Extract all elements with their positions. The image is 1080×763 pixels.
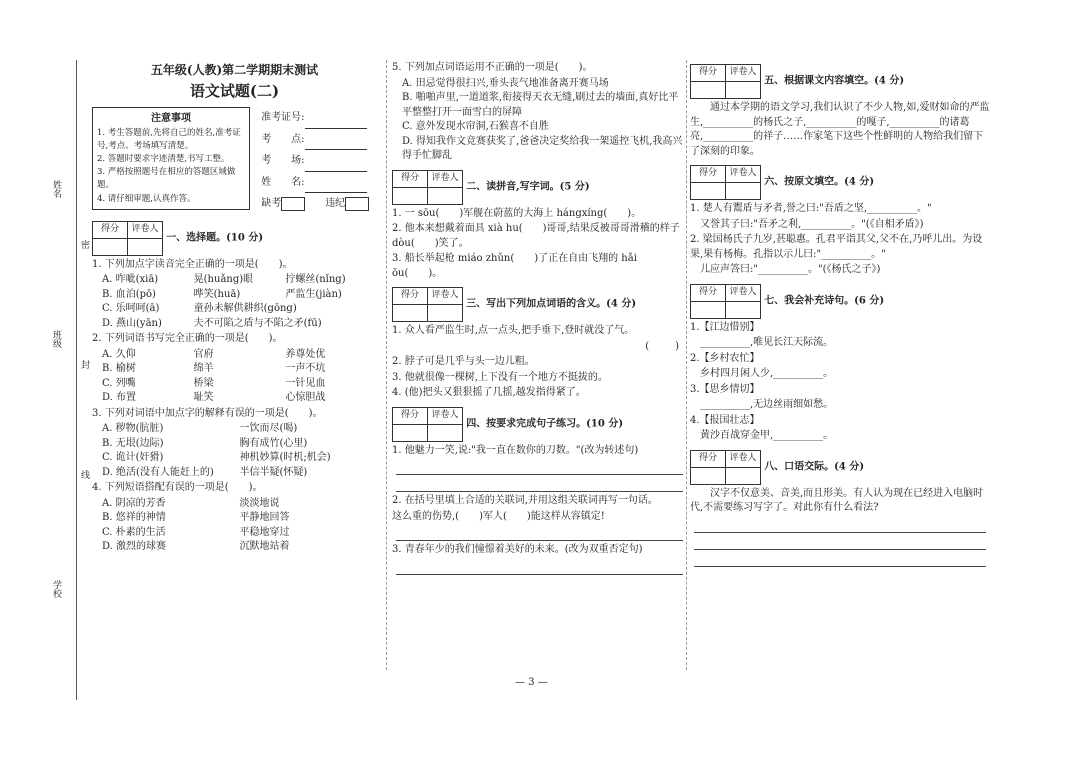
meaning-item: 4. (他)把头又狠狠摇了几摇,越发指得紧了。 [392,387,586,398]
side-name-label: 姓名 [51,180,61,198]
option: 耻笑 [193,392,214,404]
option: 晃(huǎng)眼 [193,274,254,286]
grader-label: 评卷人 [726,450,761,467]
grader-label: 评卷人 [726,284,761,301]
exam-info [261,107,369,215]
poem-line: 乡村四月闲人少,__________。 [700,368,834,379]
name-field[interactable] [305,181,367,193]
section-6-title: 六、按原文填空。(4 分) [764,176,875,188]
grader-label: 评卷人 [726,166,761,183]
section-3-header [392,287,687,322]
column-3 [690,60,990,569]
answer-line[interactable] [694,518,986,533]
option: 严监生(jiàn) [285,288,342,300]
grader-label: 评卷人 [128,221,163,238]
poem-topic: 1.【江边惜别】 [690,321,760,333]
violation-box[interactable] [345,197,369,211]
score-box [690,64,761,99]
notice-item: 4. 请仔细审题,认真作答。 [97,193,196,204]
score-label: 得分 [691,450,726,467]
section-5-header [690,64,990,99]
score-box [392,407,463,442]
question-1: 1. 下列加点字读音完全正确的一项是( )。 [92,258,293,270]
option: C. 诡计(奸猾) [102,452,164,464]
pinyin-item: 2. 他本来想戴着面具 xià hu( )哥哥,结果反被哥哥滑稽的样子 dòu( )笑了。 [392,223,680,249]
question-4: 4. 下列短语搭配有误的一项是( )。 [92,482,263,494]
admission-number-field[interactable] [305,117,367,129]
side-grade-label: 班级 [51,330,61,348]
option: B. 榆树 [102,363,136,375]
option: 心惊胆战 [285,392,326,404]
classic-item: 1. 楚人有鬻盾与矛者,誉之曰:"吾盾之坚,__________。" [690,203,932,214]
grader-cell[interactable] [726,467,761,484]
grader-label: 评卷人 [428,407,463,424]
option: B. 啪啪声里,一道道浆,衔接得天衣无缝,刷过去的墙面,真好比平平整整打开一面雪白的屏障 [402,92,679,118]
option: 平静地回答 [239,512,290,524]
meaning-item: 2. 脖子可是几乎与头一边儿粗。 [392,356,535,367]
option: 官府 [193,348,214,360]
page-number: — 3 — [515,677,548,688]
option: B. 悠祥的神情 [102,512,166,524]
section-5-body: 通过本学期的语文学习,我们认识了不少人物,如,爱财如命的严监生,__________的杨氏之子,__________的嘎子,__________的诸葛亮,__________的祥子……作家笔下这些个性鲜明的人物给我们留下了深刻的印象。 [690,102,990,157]
column-1 [92,60,377,555]
score-box [690,284,761,319]
option: 一针见血 [285,377,326,389]
seal-xian: 线 [79,470,89,479]
section-7-header [690,284,990,319]
exam-subtitle: 语文试题(二) [189,82,280,101]
score-label: 得分 [691,284,726,301]
score-label: 得分 [691,166,726,183]
score-box [690,450,761,485]
classic-item: 儿应声答曰:"__________。"(《杨氏之子》) [700,264,881,275]
option: D. 燕山(yān) [102,317,162,329]
absent-box[interactable] [281,197,305,211]
score-cell[interactable] [393,305,428,322]
grader-cell[interactable] [128,238,163,255]
answer-line[interactable] [694,535,986,550]
option: 淡淡地说 [239,497,280,509]
grader-label: 评卷人 [428,288,463,305]
violation-label: 违纪 [325,198,346,210]
option: 半信半疑(怀疑) [239,466,308,478]
score-box [392,170,463,205]
option: B. 无垠(边际) [102,437,164,449]
score-cell[interactable] [691,301,726,318]
binding-strip [30,60,90,700]
notice-title: 注意事项 [151,113,191,125]
section-7-title: 七、我会补充诗句。(6 分) [764,294,885,306]
question-2-options [92,348,377,406]
question-3-options [92,422,377,480]
grader-cell[interactable] [428,187,463,204]
option: C. 意外发现水帘洞,石猴喜不自胜 [402,121,549,132]
classic-item: 又誉其子曰:"吾矛之利,__________。"(《自相矛盾》) [700,218,924,230]
section-4-title: 四、按要求完成句子练习。(10 分) [466,417,624,429]
poem-line: __________,无边丝雨细如愁。 [700,399,834,410]
absent-label: 缺考 [261,198,282,210]
score-cell[interactable] [691,467,726,484]
meaning-item: 1. 众人看严监生时,点一点头,把手垂下,登时就没了气。 [392,325,635,336]
grader-cell[interactable] [428,305,463,322]
option: 童孙未解供耕织(gōng) [193,303,297,315]
sentence-item: 这么重的伤势,( )军人( )能这样从容镇定! [392,510,605,522]
side-school-label: 学校 [51,580,61,598]
answer-line[interactable] [396,477,683,492]
answer-line[interactable] [396,560,683,575]
question-5: 5. 下列加点词语运用不正确的一项是( )。 [392,62,593,73]
option: 神机妙算(时机;机会) [239,452,331,464]
name-label: 姓 名: [261,176,305,188]
site-label: 考 点: [261,133,305,145]
poem-line: 黄沙百战穿金甲,__________。 [700,430,834,441]
binding-line [76,60,77,700]
option: A. 阴凉的芳香 [102,497,166,509]
section-6-header [690,165,990,200]
section-8-title: 八、口语交际。(4 分) [764,460,865,472]
option: 哗笑(huā) [193,288,241,300]
score-cell[interactable] [93,238,128,255]
poem-topic: 4.【报国壮志】 [690,414,760,426]
score-cell[interactable] [691,183,726,200]
exam-title: 五年级(人教)第二学期期末测试 [150,63,319,77]
section-2-header [392,170,687,205]
option: 平稳地穿过 [239,526,290,538]
site-field[interactable] [305,138,367,150]
score-box [92,221,163,256]
room-label: 考 场: [261,155,305,167]
grader-label: 评卷人 [428,170,463,187]
option: 桥梁 [193,377,214,389]
option: D. 绝活(没有人能赶上的) [102,466,214,478]
classic-item: 2. 梁国杨氏子九岁,甚聪惠。孔君平诣其父,父不在,乃呼儿出。为设果,果有杨梅。孔指以示儿曰:"__________。" [690,234,983,260]
question-3: 3. 下列对词语中加点字的解释有误的一项是( )。 [92,407,323,419]
poem-line: __________,唯见长江天际流。 [700,337,834,348]
score-box [392,287,463,322]
score-cell[interactable] [691,82,726,99]
option: B. 血泊(pō) [102,288,156,300]
answer-parens[interactable]: ( ) [645,340,687,352]
score-label: 得分 [393,170,428,187]
option: 一饮而尽(喝) [239,423,298,435]
score-label: 得分 [691,65,726,82]
grader-cell[interactable] [726,301,761,318]
sentence-item: 3. 青春年少的我们憧憬着美好的未来。(改为双重否定句) [392,544,643,555]
seal-mi: 密 [79,240,89,249]
option: A. 秽物(肮脏) [102,423,164,435]
option: C. 乐呵呵(ā) [102,303,160,315]
option: 绵羊 [193,363,214,375]
sentence-item: 2. 在括号里填上合适的关联词,并用这组关联词再写一句话。 [392,495,658,506]
section-4-header [392,407,687,442]
score-box [690,165,761,200]
admission-number-label: 准考证号: [261,112,305,124]
section-2-title: 二、读拼音,写字词。(5 分) [466,180,590,192]
question-4-options [92,497,377,555]
sentence-item: 1. 他魅力一笑,说:"我一直在数你的刀数。"(改为转述句) [392,444,639,456]
option: A. 久仰 [102,348,136,360]
question-5-options [392,77,687,164]
room-field[interactable] [305,160,367,172]
section-8-header [690,450,990,485]
score-cell[interactable] [393,187,428,204]
poem-topic: 2.【乡村农忙】 [690,352,760,364]
section-8-body: 汉字不仅意美、音美,而且形美。有人认为现在已经进入电脑时代,不需要练习写字了。对此你有什么看法? [690,487,984,513]
option: A. 田忌觉得很扫兴,垂头丧气地准备离开赛马场 [402,77,609,89]
section-5-title: 五、根据课文内容填空。(4 分) [764,75,905,87]
score-label: 得分 [393,288,428,305]
option: 夫不可陷之盾与不陷之矛(fū) [193,317,322,329]
option: D. 得知我作文竞赛获奖了,爸爸决定奖给我一架遥控飞机,我高兴得手忙脚乱 [402,135,683,161]
notice-item: 3. 严格按照题号在相应的答题区域做题。 [97,167,236,191]
answer-line[interactable] [396,526,683,541]
score-label: 得分 [393,407,428,424]
section-1-header [92,221,377,256]
pinyin-item: 3. 船长举起枪 miáo zhǔn( )了正在自由飞翔的 hǎi ōu( )。 [392,253,637,279]
answer-line[interactable] [396,460,683,475]
notice-box [92,107,250,210]
option: A. 咋呲(xiā) [102,274,159,286]
option: C. 列嘴 [102,377,136,389]
column-divider-1 [386,60,387,670]
option: 一声不坑 [285,363,326,375]
notice-item: 2. 答题时要求字迹清楚,书写工整。 [97,153,230,164]
question-2: 2. 下列词语书写完全正确的一项是( )。 [92,333,283,345]
option: 拧螺丝(nǐng) [285,274,346,286]
option: D. 激烈的球赛 [102,541,167,553]
pinyin-item: 1. 一 sōu( )军舰在蔚蓝的大海上 hángxíng( )。 [392,207,642,219]
score-label: 得分 [93,221,128,238]
section-3-title: 三、写出下列加点词语的含义。(4 分) [466,298,637,310]
grader-cell[interactable] [428,424,463,441]
option: 胸有成竹(心里) [239,437,308,449]
option: 沉默地站着 [239,541,290,553]
meaning-item: 3. 他就很像一棵树,上下没有一个地方不挺拔的。 [392,371,608,383]
grader-cell[interactable] [726,82,761,99]
option: 养尊处优 [285,348,326,360]
poem-topic: 3.【思乡情切】 [690,383,760,395]
notice-item: 1. 考生答题前,先将自己的姓名,准考证号,考点、考场填写清楚。 [97,127,241,151]
option: C. 朴素的生活 [102,526,166,538]
score-cell[interactable] [393,424,428,441]
option: D. 布置 [102,392,137,404]
answer-line[interactable] [694,552,986,567]
grader-cell[interactable] [726,183,761,200]
question-1-options [92,273,377,331]
section-1-title: 一、选择题。(10 分) [166,231,264,243]
column-2 [392,60,687,577]
seal-feng: 封 [79,360,89,369]
grader-label: 评卷人 [726,65,761,82]
